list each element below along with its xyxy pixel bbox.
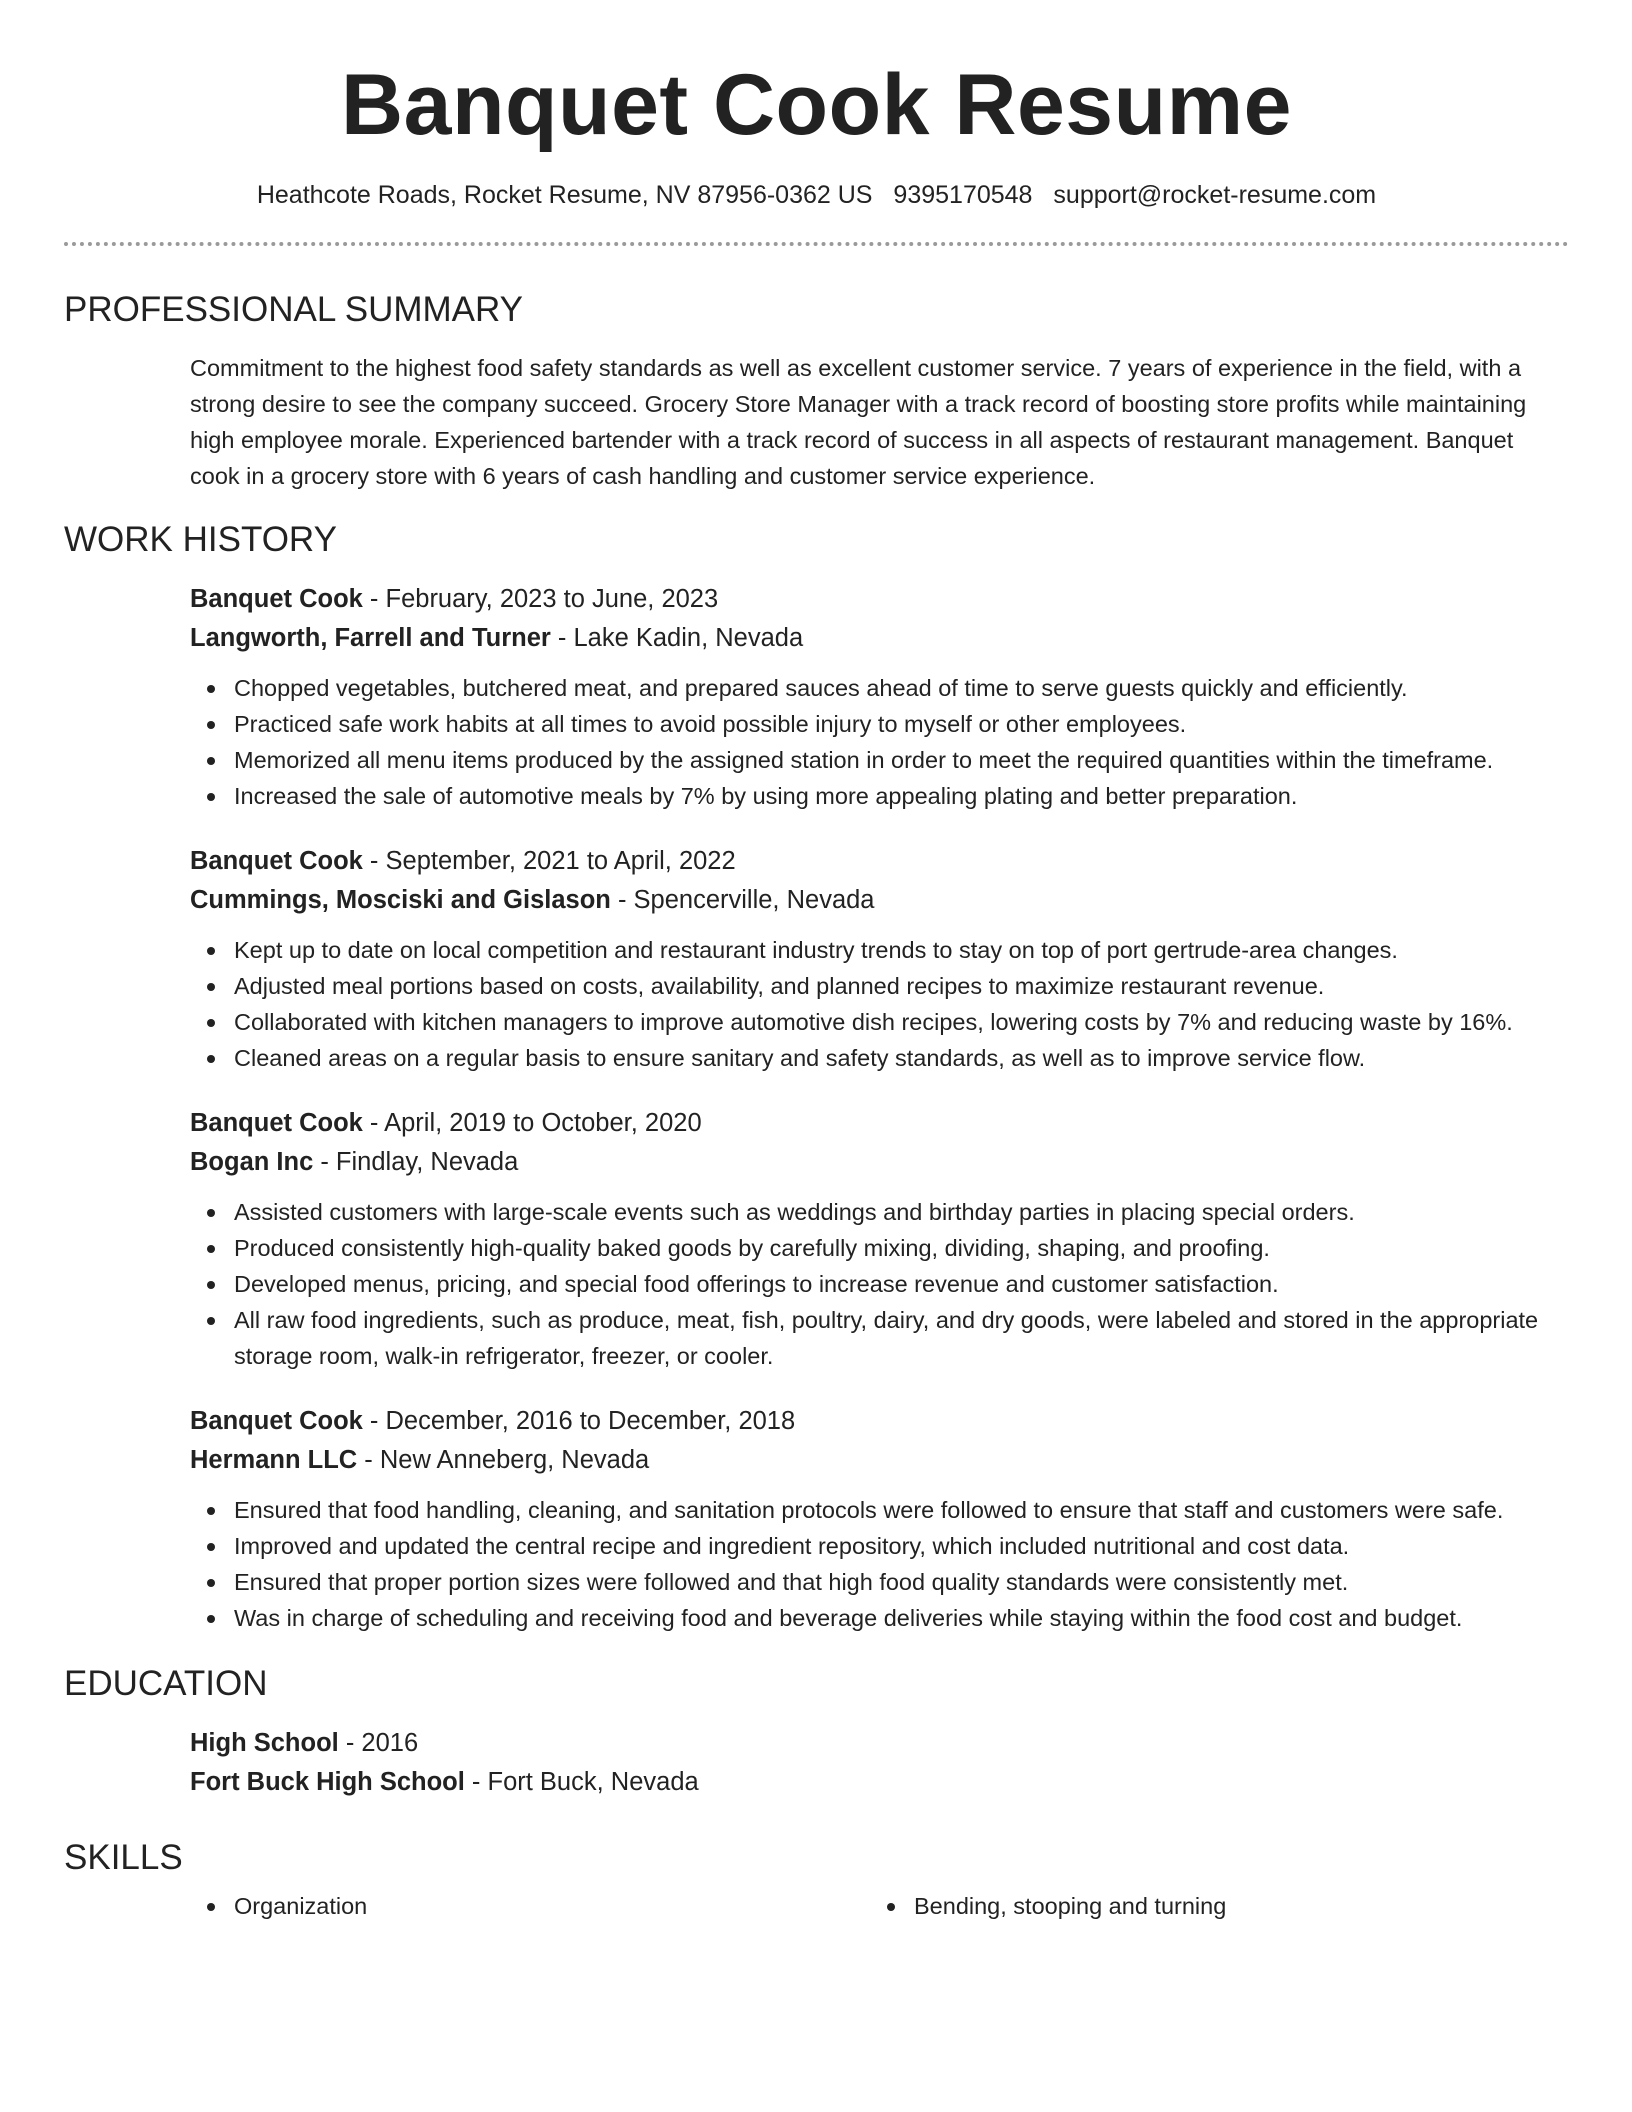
job-title-line (190, 1104, 1569, 1143)
job-dates: - December, 2016 to December, 2018 (362, 1407, 796, 1435)
job-bullet: Practiced safe work habits at all times to avoid possible injury to myself or other employees. (234, 706, 1569, 742)
skills-heading: SKILLS (64, 1838, 183, 1877)
job-company-line (190, 1143, 1569, 1182)
skill-item: Bending, stooping and turning (914, 1888, 1550, 1924)
job-title-line (190, 842, 1569, 881)
job-dates: - September, 2021 to April, 2022 (362, 847, 736, 875)
job-bullet: Produced consistently high-quality baked goods by carefully mixing, dividing, shaping, and proofing. (234, 1230, 1569, 1266)
job-bullet: Cleaned areas on a regular basis to ensure sanitary and safety standards, as well as to improve service flow. (234, 1040, 1569, 1076)
job-bullet: Assisted customers with large-scale events such as weddings and birthday parties in placing special orders. (234, 1194, 1569, 1230)
contact-address: Heathcote Roads, Rocket Resume, NV 87956-0362 US (256, 181, 873, 209)
summary-heading: PROFESSIONAL SUMMARY (64, 290, 523, 329)
job-role: Banquet Cook (190, 1407, 363, 1435)
job-role: Banquet Cook (190, 847, 363, 875)
job-bullet: Collaborated with kitchen managers to improve automotive dish recipes, lowering costs by 7% and reducing waste by 16%. (234, 1004, 1569, 1040)
contact-phone: 9395170548 (893, 181, 1033, 209)
job-entry (190, 580, 1569, 814)
job-company-line (190, 619, 1569, 658)
job-location: - Findlay, Nevada (313, 1148, 519, 1176)
job-bullet: Memorized all menu items produced by the assigned station in order to meet the required quantities within the timeframe. (234, 742, 1569, 778)
job-bullets (190, 932, 1569, 1076)
contact-line (64, 180, 1569, 210)
job-location: - Spencerville, Nevada (610, 886, 875, 914)
job-bullet: Chopped vegetables, butchered meat, and prepared sauces ahead of time to serve guests quickly and efficiently. (234, 670, 1569, 706)
resume-page (64, 0, 1569, 1924)
education-location: - Fort Buck, Nevada (464, 1768, 699, 1796)
skills-list (190, 1888, 1569, 1924)
job-bullet: Kept up to date on local competition and restaurant industry trends to stay on top of port gertrude-area changes. (234, 932, 1569, 968)
job-bullet: Developed menus, pricing, and special food offerings to increase revenue and customer satisfaction. (234, 1266, 1569, 1302)
job-bullets (190, 670, 1569, 814)
education-entry (190, 1724, 1569, 1802)
job-role: Banquet Cook (190, 585, 363, 613)
job-bullet: Ensured that food handling, cleaning, and sanitation protocols were followed to ensure that staff and customers were safe. (234, 1492, 1569, 1528)
work-history-heading: WORK HISTORY (64, 520, 337, 559)
job-location: - New Anneberg, Nevada (357, 1446, 650, 1474)
skills-column-right (870, 1888, 1550, 1924)
job-company: Hermann LLC (190, 1446, 358, 1474)
job-dates: - February, 2023 to June, 2023 (362, 585, 719, 613)
education-year: - 2016 (338, 1729, 419, 1757)
job-company: Langworth, Farrell and Turner (190, 624, 551, 652)
work-history-list (190, 580, 1569, 1636)
job-entry (190, 842, 1569, 1076)
job-bullets (190, 1492, 1569, 1636)
education-school: Fort Buck High School (190, 1768, 465, 1796)
job-bullet: Was in charge of scheduling and receiving food and beverage deliveries while staying within the food cost and budget. (234, 1600, 1569, 1636)
education-school-line (190, 1763, 1569, 1802)
job-bullet: All raw food ingredients, such as produce, meat, fish, poultry, dairy, and dry goods, were labeled and stored in the appropriate storage room, walk-in refrigerator, freezer, or cooler. (234, 1302, 1569, 1374)
job-title-line (190, 580, 1569, 619)
contact-email: support@rocket-resume.com (1053, 181, 1377, 209)
job-bullet: Adjusted meal portions based on costs, availability, and planned recipes to maximize restaurant revenue. (234, 968, 1569, 1004)
job-bullet: Ensured that proper portion sizes were followed and that high food quality standards were consistently met. (234, 1564, 1569, 1600)
job-role: Banquet Cook (190, 1109, 363, 1137)
job-entry (190, 1402, 1569, 1636)
skill-item: Organization (234, 1888, 870, 1924)
education-degree: High School (190, 1729, 339, 1757)
job-bullet: Increased the sale of automotive meals by 7% by using more appealing plating and better preparation. (234, 778, 1569, 814)
job-bullets (190, 1194, 1569, 1374)
job-bullet: Improved and updated the central recipe and ingredient repository, which included nutritional and cost data. (234, 1528, 1569, 1564)
education-degree-line (190, 1724, 1569, 1763)
header-divider (64, 242, 1569, 246)
job-company-line (190, 881, 1569, 920)
resume-name: Banquet Cook Resume (341, 57, 1292, 153)
job-location: - Lake Kadin, Nevada (550, 624, 804, 652)
education-heading: EDUCATION (64, 1664, 268, 1703)
job-company: Bogan Inc (190, 1148, 314, 1176)
job-company: Cummings, Mosciski and Gislason (190, 886, 611, 914)
job-dates: - April, 2019 to October, 2020 (362, 1109, 702, 1137)
job-entry (190, 1104, 1569, 1374)
job-title-line (190, 1402, 1569, 1441)
skills-column-left (190, 1888, 870, 1924)
job-company-line (190, 1441, 1569, 1480)
summary-text: Commitment to the highest food safety standards as well as excellent customer service. 7 years of experience in the field, with a strong desire to see the company succeed. Grocery Store Manager with a track record of boosting store profits while maintaining high employee morale. Experienced bartender with a track record of success in all aspects of restaurant management. Banquet cook in a grocery store with 6 years of cash handling and customer service experience. (190, 355, 1527, 489)
